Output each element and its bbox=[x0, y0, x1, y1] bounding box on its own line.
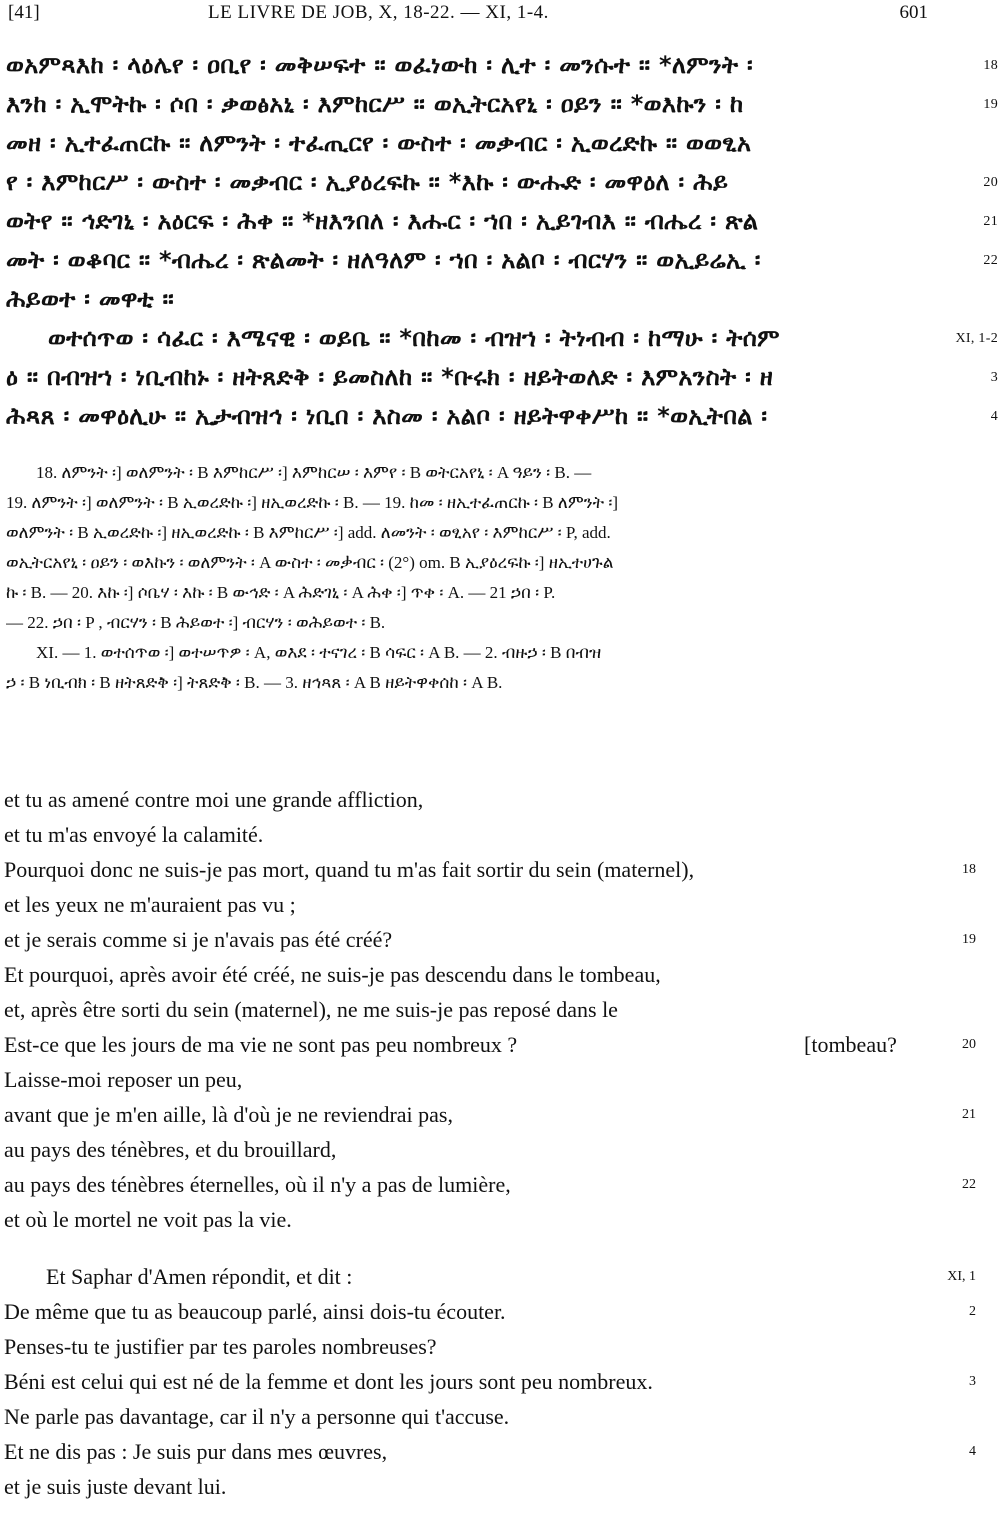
verse-number: 21 bbox=[962, 1107, 976, 1122]
translation-line bbox=[4, 957, 1000, 992]
geez-line bbox=[6, 358, 998, 397]
running-header bbox=[8, 2, 948, 26]
running-title: LE LIVRE DE JOB, X, 18-22. — XI, 1-4. bbox=[208, 2, 549, 23]
verse-number: 3 bbox=[969, 1374, 976, 1389]
geez-line bbox=[6, 280, 998, 319]
translation-line bbox=[4, 1259, 1000, 1294]
verse-number: 22 bbox=[962, 1177, 976, 1192]
translation-line-text: et je serais comme si je n'avais pas été créé? bbox=[4, 927, 393, 952]
translation-line bbox=[4, 817, 1000, 852]
translation-line bbox=[4, 1027, 1000, 1062]
geez-line-text: ወአምጻእከ ፡ ላዕሌየ ፡ ዐቢየ ፡ መቅሠፍተ ። ወፈነውከ ፡ ሊተ ፡ መንሱተ ። *ለምንት ፡ bbox=[6, 51, 753, 79]
translation-line bbox=[4, 1469, 1000, 1504]
translation-line bbox=[4, 1399, 1000, 1434]
apparatus-line: 19. ለምንት ፡] ወለምንት ፡ B ኢወረድኩ ፡] ዘኢወረድኩ ፡ B. — 19. ከመ ፡ ዘኢተፈጠርኩ ፡ B ለምንት ፡] bbox=[6, 493, 619, 512]
geez-line bbox=[6, 124, 998, 163]
translation-line-text: Et ne dis pas : Je suis pur dans mes œuvres, bbox=[4, 1439, 388, 1464]
translation-line-text: et où le mortel ne voit pas la vie. bbox=[4, 1207, 292, 1232]
translation-line bbox=[4, 782, 1000, 817]
translation-line-text: et tu m'as envoyé la calamité. bbox=[4, 822, 264, 847]
apparatus-line: ኩ ፡ B. — 20. እኩ ፡] ሶቤሃ ፡ እኩ ፡ B ውኅድ ፡ A ሕድገኒ ፡ A ሕቀ ፡] ጥቀ ፡ A. — 21 ኃበ ፡ P. bbox=[6, 583, 556, 602]
translation-line bbox=[4, 1202, 1000, 1237]
geez-line-text: ዕ ። በብዝኀ ፡ ነቢብከኑ ፡ ዘትጸድቅ ፡ ይመስለከ ። *ቡሩክ ፡ ዘይትወለድ ፡ እምአንስት ፡ ዘ bbox=[6, 363, 774, 391]
translation-line-text: Pourquoi donc ne suis-je pas mort, quand tu m'as fait sortir du sein (maternel), bbox=[4, 857, 695, 882]
apparatus-line: ወኢትርአየኒ ፡ ዐይን ፡ ወእኩን ፡ ወለምንት ፡ A ውስተ ፡ መቃብር ፡ (2°) om. B ኢያዕረፍኩ ፡] ዘኢተሀጉል bbox=[6, 553, 614, 572]
geez-line-text: መዘ ፡ ኢተፈጠርኩ ። ለምንት ፡ ተፈጢርየ ፡ ውስተ ፡ መቃብር ፡ ኢወረድኩ ። ወወፂአ bbox=[6, 129, 752, 157]
verse-number: 20 bbox=[962, 1037, 976, 1052]
translation-line bbox=[4, 922, 1000, 957]
geez-line-text: እንከ ፡ ኢሞትኩ ፡ ሶበ ፡ ቃወፅአኒ ፡ እምከርሥ ። ወኢትርአየኒ ፡ ዐይን ። *ወእኩን ፡ ከ bbox=[6, 90, 744, 118]
geez-text-block bbox=[6, 46, 998, 436]
apparatus-line: ወለምንት ፡ B ኢወረድኩ ፡] ዘኢወረድኩ ፡ B እምከርሥ ፡] add. ለመንት ፡ ወፂአየ ፡ እምከርሥ ፡ P, add. bbox=[6, 523, 611, 542]
geez-line bbox=[6, 241, 998, 280]
geez-line-text: ሕጻጸ ፡ መዋዕሊሁ ። ኢታብዝኅ ፡ ነቢበ ፡ እስመ ፡ አልቦ ፡ ዘይትዋቀሥከ ። *ወኢትበል ፡ bbox=[6, 402, 768, 430]
translation-line bbox=[4, 1294, 1000, 1329]
geez-line-text: መት ፡ ወቆባር ። *ብሔረ ፡ ጽልመት ፡ ዘለዓለም ፡ ኀበ ፡ አልቦ ፡ ብርሃን ። ወኢይሬኢ ፡ bbox=[6, 246, 761, 274]
verse-number: 2 bbox=[969, 1304, 976, 1319]
section-gap bbox=[4, 1237, 1000, 1259]
apparatus-line: XI. — 1. ወተሰጥወ ፡] ወተሠጥዎ ፡ A, ወእደ ፡ ተናገረ ፡ B ሳፍር ፡ A B. — 2. ብዙኃ ፡ B በብዝ bbox=[36, 643, 602, 662]
translation-line bbox=[4, 1132, 1000, 1167]
translation-line-text: Béni est celui qui est né de la femme et dont les jours sont peu nombreux. bbox=[4, 1369, 653, 1394]
verse-number: 21 bbox=[983, 214, 998, 229]
critical-apparatus bbox=[6, 458, 930, 698]
translation-line bbox=[4, 1329, 1000, 1364]
translation-line-text: et les yeux ne m'auraient pas vu ; bbox=[4, 892, 296, 917]
geez-line bbox=[6, 202, 998, 241]
translation-line bbox=[4, 887, 1000, 922]
verse-number: 18 bbox=[962, 862, 976, 877]
translation-line-text: et, après être sorti du sein (maternel), ne me suis-je pas reposé dans le bbox=[4, 997, 618, 1022]
page-number: 601 bbox=[899, 2, 928, 23]
translation-line-text: au pays des ténèbres, et du brouillard, bbox=[4, 1137, 337, 1162]
line-overflow-word: [tombeau? bbox=[804, 1032, 897, 1057]
geez-line-text: የ ፡ እምከርሥ ፡ ውስተ ፡ መቃብር ፡ ኢያዕረፍኩ ። *እኩ ፡ ውሑድ ፡ መዋዕለ ፡ ሕይ bbox=[6, 168, 729, 196]
translation-line-text: Et Saphar d'Amen répondit, et dit : bbox=[46, 1264, 353, 1289]
translation-line-text: Est-ce que les jours de ma vie ne sont pas peu nombreux ? bbox=[4, 1032, 518, 1057]
translation-line-text: De même que tu as beaucoup parlé, ainsi dois-tu écouter. bbox=[4, 1299, 506, 1324]
verse-number: 20 bbox=[983, 175, 998, 190]
translation-line-text: Ne parle pas davantage, car il n'y a personne qui t'accuse. bbox=[4, 1404, 510, 1429]
geez-line-text: ወተሰጥወ ፡ ሳፈር ፡ እሜናዊ ፡ ወይቤ ። *በከመ ፡ ብዝኀ ፡ ትነብብ ፡ ከማሁ ፡ ትሰም bbox=[48, 324, 780, 352]
translation-line-text: Laisse-moi reposer un peu, bbox=[4, 1067, 243, 1092]
geez-line-text: ወትየ ። ኅድገኒ ፡ አዕርፍ ፡ ሕቀ ። *ዘእንበለ ፡ እሑር ፡ ኀበ ፡ ኢይገብእ ። ብሔረ ፡ ጽል bbox=[6, 207, 759, 235]
geez-line-text: ሕይወተ ፡ መዋቲ ። bbox=[6, 285, 175, 313]
translation-line bbox=[4, 992, 1000, 1027]
french-translation bbox=[4, 782, 1000, 1504]
geez-line bbox=[6, 397, 998, 436]
verse-number: 18 bbox=[983, 58, 998, 73]
verse-number: 3 bbox=[990, 370, 998, 385]
verse-number: 22 bbox=[983, 253, 998, 268]
translation-line-text: au pays des ténèbres éternelles, où il n'y a pas de lumière, bbox=[4, 1172, 511, 1197]
translation-line bbox=[4, 1364, 1000, 1399]
verse-number: XI, 1-2 bbox=[955, 331, 998, 346]
verse-number: XI, 1 bbox=[947, 1269, 976, 1284]
geez-line bbox=[6, 46, 998, 85]
translation-line bbox=[4, 1434, 1000, 1469]
translation-line-text: Et pourquoi, après avoir été créé, ne suis-je pas descendu dans le tombeau, bbox=[4, 962, 661, 987]
translation-line-text: avant que je m'en aille, là d'où je ne reviendrai pas, bbox=[4, 1102, 453, 1127]
translation-line-text: et je suis juste devant lui. bbox=[4, 1474, 227, 1499]
verse-number: 19 bbox=[983, 97, 998, 112]
verse-number: 19 bbox=[962, 932, 976, 947]
translation-line bbox=[4, 1097, 1000, 1132]
apparatus-line: — 22. ኃበ ፡ P , ብርሃን ፡ B ሕይወተ ፡] ብርሃን ፡ ወሕይወተ ፡ B. bbox=[6, 613, 386, 632]
translation-line-text: Penses-tu te justifier par tes paroles nombreuses? bbox=[4, 1334, 437, 1359]
geez-line bbox=[6, 163, 998, 202]
page-reference: [41] bbox=[8, 2, 40, 23]
verse-number: 4 bbox=[990, 409, 998, 424]
translation-line bbox=[4, 1167, 1000, 1202]
geez-line bbox=[6, 319, 998, 358]
apparatus-line: ኃ ፡ B ነቢብክ ፡ B ዘትጸድቅ ፡] ትጸድቅ ፡ B. — 3. ዘኅጻጸ ፡ A B ዘይትዋቀሰከ ፡ A B. bbox=[6, 673, 503, 692]
apparatus-line: 18. ለምንት ፡] ወለምንት ፡ B እምከርሥ ፡] እምከርሠ ፡ እምየ ፡ B ወትርአየኒ ፡ A ዓይን ፡ B. — bbox=[36, 463, 592, 482]
translation-line bbox=[4, 852, 1000, 887]
geez-line bbox=[6, 85, 998, 124]
verse-number: 4 bbox=[969, 1444, 976, 1459]
translation-line bbox=[4, 1062, 1000, 1097]
translation-line-text: et tu as amené contre moi une grande affliction, bbox=[4, 787, 424, 812]
